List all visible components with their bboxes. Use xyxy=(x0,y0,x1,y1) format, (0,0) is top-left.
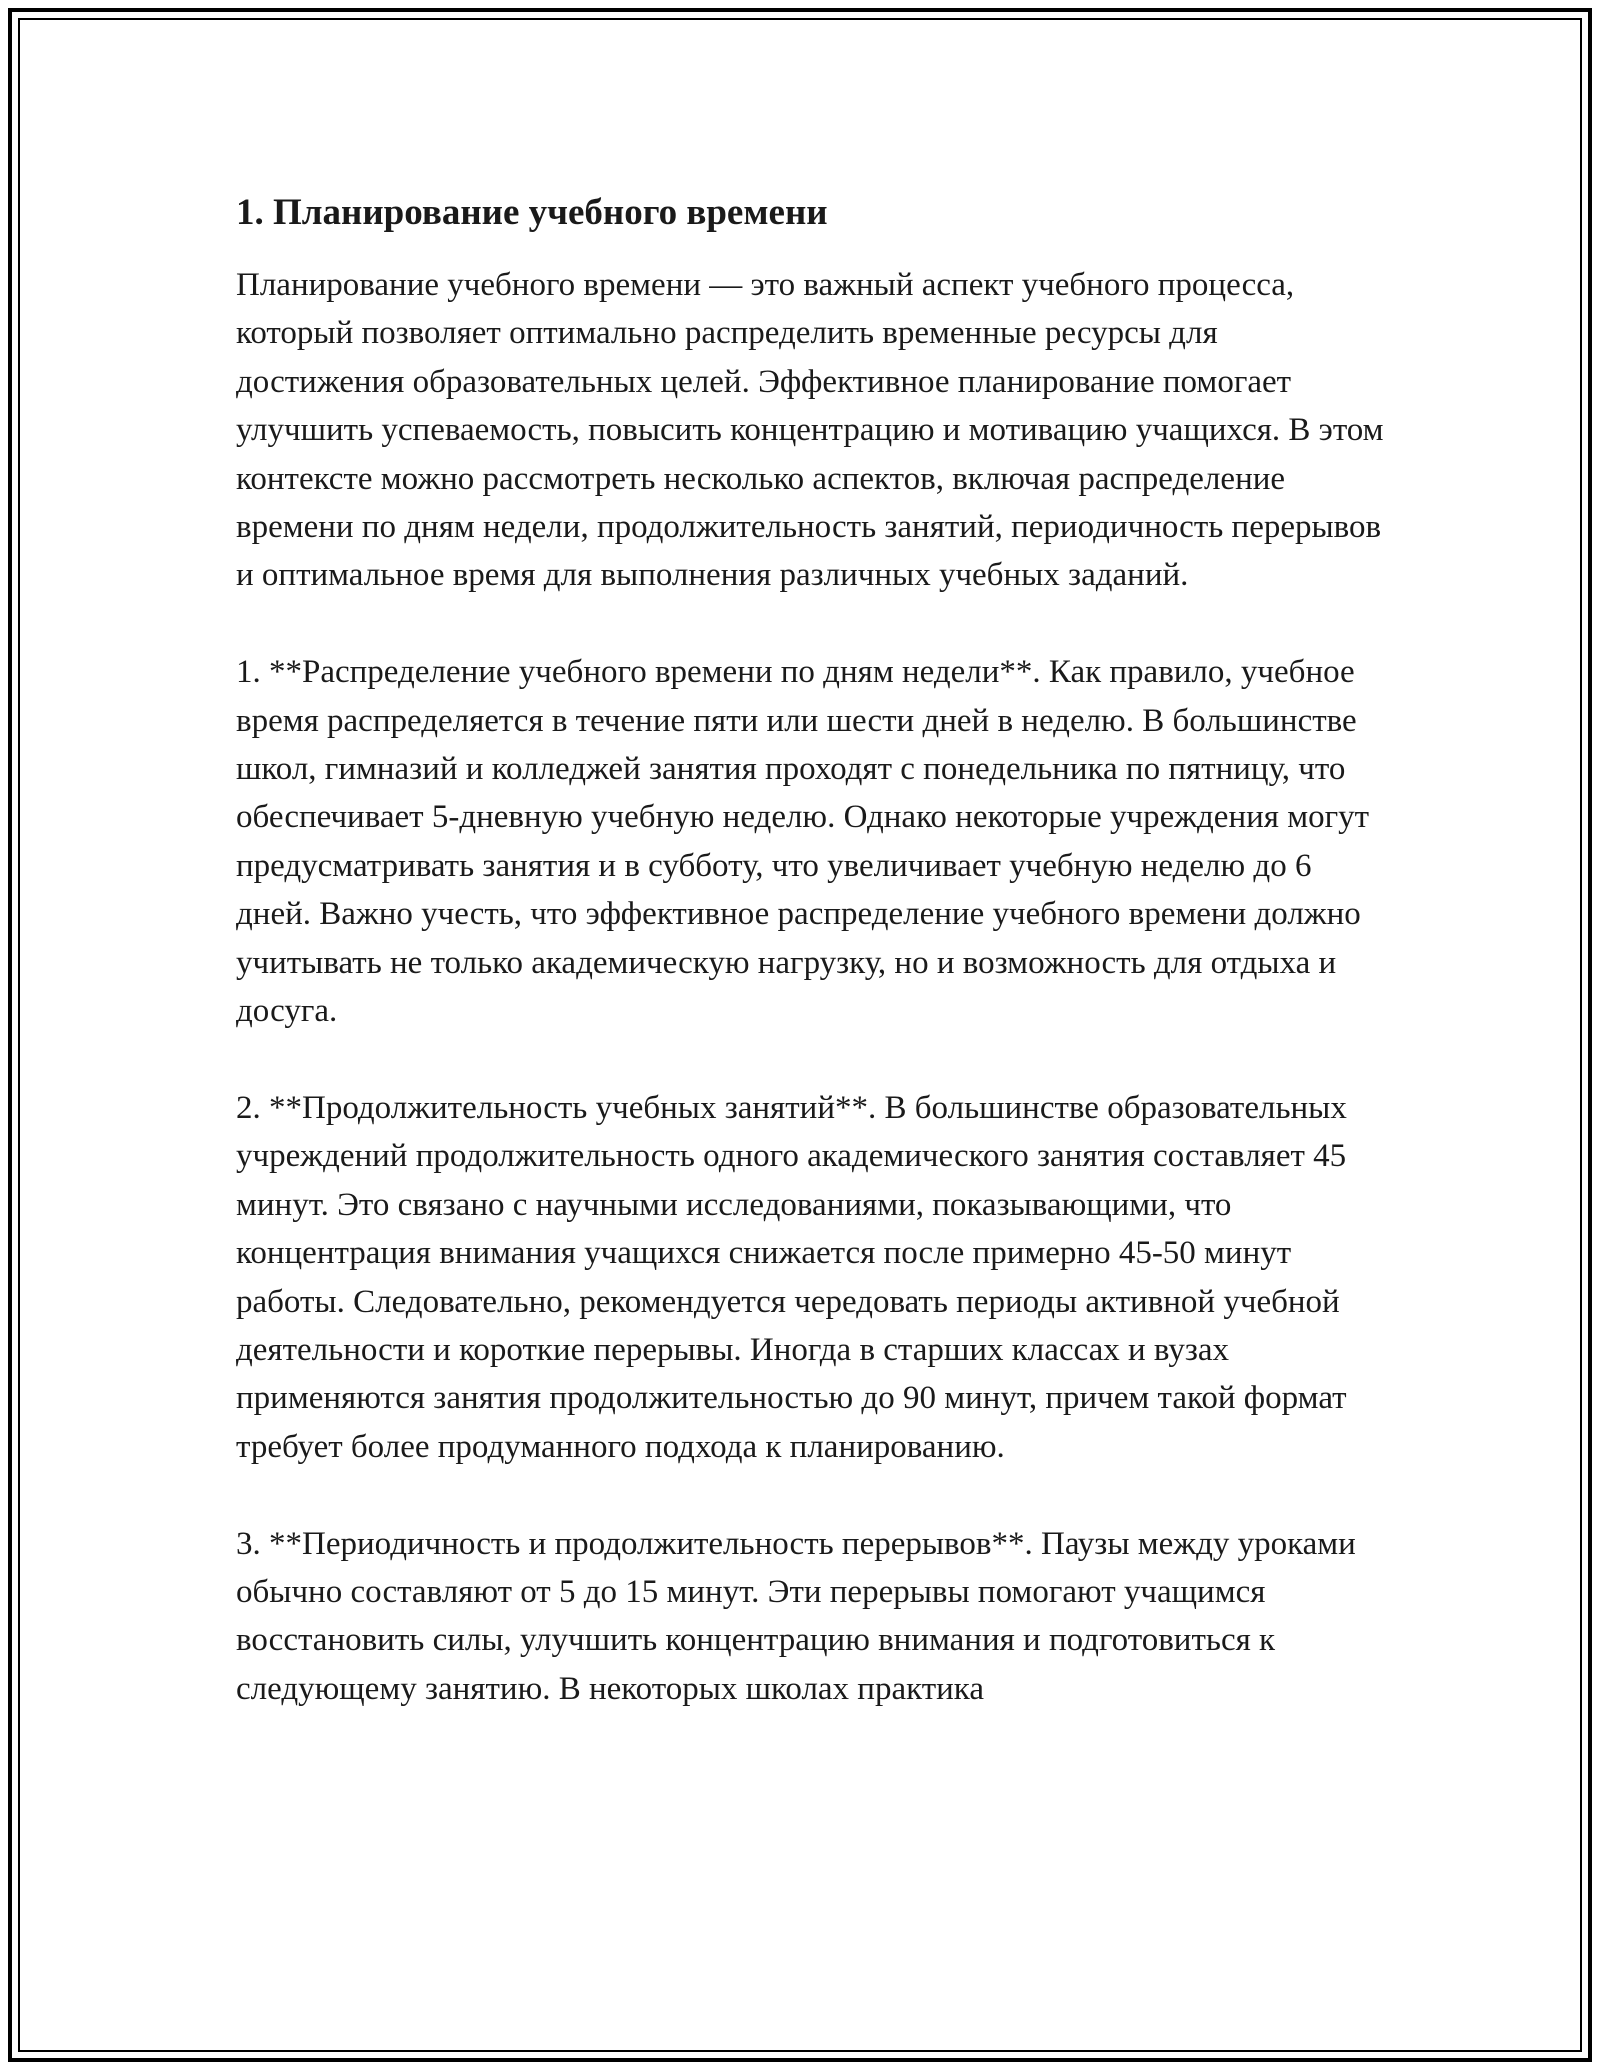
document-body xyxy=(236,185,1386,1762)
paragraph-item-3: 3. **Периодичность и продолжительность перерывов**. Паузы между уроками обычно составляют от 5 до 15 минут. Эти перерывы помогают учащимся восстановить силы, улучшить концентрацию внимания и подготовиться к следующему занятию. В некоторых школах практика xyxy=(236,1525,1356,1707)
paragraph-intro: Планирование учебного времени — это важный аспект учебного процесса, который позволяет оптимально распределить временные ресурсы для достижения образовательных целей. Эффективное планирование помогает улучшить успеваемость, повысить концентрацию и мотивацию учащихся. В этом контексте можно рассмотреть несколько аспектов, включая распределение времени по дням недели, продолжительность занятий, периодичность перерывов и оптимальное время для выполнения различных учебных заданий. xyxy=(236,267,1384,594)
paragraph-item-2: 2. **Продолжительность учебных занятий**. В большинстве образовательных учреждений продолжительность одного академического занятия составляет 45 минут. Это связано с научными исследованиями, показывающими, что концентрация внимания учащихся снижается после примерно 45-50 минут работы. Следовательно, рекомендуется чередовать периоды активной учебной деятельности и короткие перерывы. Иногда в старших классах и вузах применяются занятия продолжительностью до 90 минут, причем такой формат требует более продуманного подхода к планированию. xyxy=(236,1089,1347,1465)
paragraph-item-1: 1. **Распределение учебного времени по дням недели**. Как правило, учебное время распределяется в течение пяти или шести дней в неделю. В большинстве школ, гимназий и колледжей занятия проходят с понедельника по пятницу, что обеспечивает 5-дневную учебную неделю. Однако некоторые учреждения могут предусматривать занятия и в субботу, что увеличивает учебную неделю до 6 дней. Важно учесть, что эффективное распределение учебного времени должно учитывать не только академическую нагрузку, но и возможность для отдыха и досуга. xyxy=(236,654,1370,1030)
section-heading: 1. Планирование учебного времени xyxy=(236,192,828,233)
